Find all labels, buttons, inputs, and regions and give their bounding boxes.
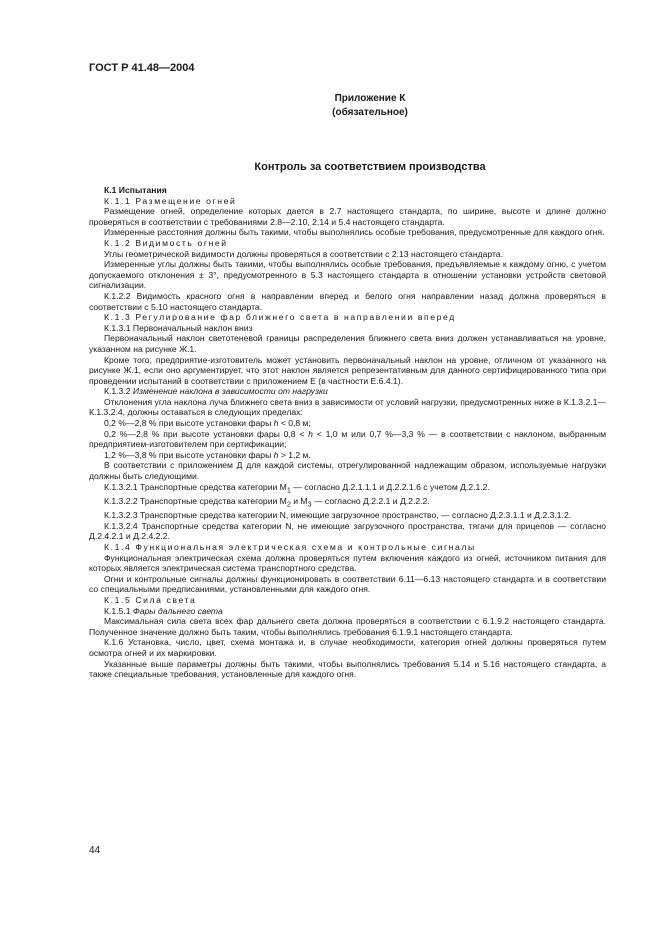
var-h: h xyxy=(308,428,313,439)
text: 0,2 %—2,8 % при высоте установки фары 0,8 < xyxy=(104,428,305,439)
paragraph: Размещение огней, определение которых дается в 2.7 настоящего стандарта, по ширине, высоте и длине должно проверяться в соответствии с требованиями 2.8—2.10, 2.14 и 5.4 настоящего стандарта. xyxy=(89,206,606,227)
paragraph: Указанные выше параметры должны быть такими, чтобы выполнялись требования 5.14 и 5.16 настоящего стандарта, а также специальные требования, установленные для каждого огня. xyxy=(89,658,606,680)
paragraph xyxy=(89,418,606,429)
paragraph: К.1.3.1 Первоначальный наклон вниз xyxy=(104,322,253,333)
page-number: 44 xyxy=(89,845,101,856)
text: 1,2 %—3,8 % при высоте установки фары xyxy=(104,449,272,460)
text: и М xyxy=(293,495,308,506)
paragraph: Кроме того, предприятие-изготовитель может установить первоначальный наклон на уровне, отличном от указанного на рисунке Ж.1, если оно аргументирует, что этот наклон является репрезентативным для данного сертифицированного типа при проведении испытаний в соответствии с приложением Е (в частности Е.6.4.1). xyxy=(89,354,606,386)
subsection-heading: К.1.5 Сила света xyxy=(104,595,197,605)
italic-heading: Изменение наклона в зависимости от нагрузки xyxy=(132,386,328,397)
paragraph: К.1.3.2.4 Транспортные средства категории N, не имеющие загрузочного пространства, тягачи для прицепов — согласно Д.2.4.2.1 и Д.2.4.2.2. xyxy=(89,520,606,542)
paragraph: Функциональная электрическая схема должна проверяться путем включения каждого из огней, источником питания для которых является электрическая система транспортного средства. xyxy=(89,552,606,574)
main-title: Контроль за соответствием производства xyxy=(254,161,486,173)
paragraph xyxy=(89,386,606,397)
paragraph: Измеренные углы должны быть такими, чтобы выполнялись особые требования, предъявляемые к каждому огню, с учетом допускаемого отклонения ± 3°, предусмотренного в 5.3 настоящего стандарта в отношении установки устройств световой сигнализации. xyxy=(89,259,606,291)
subsection-heading: К.1.1 Размещение огней xyxy=(104,195,237,206)
paragraph: К.1.6 Установка, число, цвет, схема монтажа и, в случае необходимости, категория огней должны проверяться путем осмотра огней и их маркировки. xyxy=(89,637,606,658)
paragraph xyxy=(89,450,606,461)
document-body xyxy=(89,185,606,680)
text: — согласно Д.2.2.1 и Д.2.2.2. xyxy=(313,495,430,506)
paragraph: Первоначальный наклон светотеневой границы распределения ближнего света вниз должен устанавливаться на уровне, указанном на рисунке Ж.1. xyxy=(89,333,606,354)
var-h: h xyxy=(273,418,279,429)
document-header: ГОСТ Р 41.48—2004 xyxy=(89,62,195,74)
clause-number: К.1.3.2 xyxy=(104,386,131,397)
appendix-status: (обязательное) xyxy=(332,107,408,118)
subsection-heading: К.1.3 Регулирование фар ближнего света в направлении вперед xyxy=(104,312,456,323)
paragraph: Отклонения угла наклона луча ближнего света вниз в зависимости от условий нагрузки, предусмотренных ниже в К.1.3.2.1—К.1.3.2.4, должны оставаться в следующих пределах: xyxy=(89,396,606,418)
text: > 1,2 м. xyxy=(280,449,311,460)
paragraph xyxy=(89,496,606,510)
text: < 1,0 м или 0,7 %—3,3 % — в соответствии с наклоном, выбранным предприятием-изготовителем при сертификации; xyxy=(89,428,606,450)
subscript: 2 xyxy=(286,500,291,509)
text: 0,2 %—2,8 % при высоте установки фары xyxy=(104,418,272,429)
section-heading: К.1 Испытания xyxy=(104,185,167,195)
paragraph: К.1.3.2.3 Транспортные средства категории N, имеющие загрузочное пространство, — согласно Д.2.3.1.1 и Д.2.3.1.2. xyxy=(104,510,572,521)
paragraph xyxy=(89,429,606,450)
text: < 0,8 м; xyxy=(280,418,311,429)
paragraph: Измеренные расстояния должны быть такими, чтобы выполнялись особые требования, предусмотренные для каждого огня. xyxy=(104,227,605,238)
paragraph xyxy=(89,482,606,496)
paragraph: К.1.2.2 Видимость красного огня в направлении вперед и белого огня направлении назад должна проверяться в соответствии с 5.10 настоящего стандарта. xyxy=(89,290,606,312)
subscript: 1 xyxy=(286,486,291,495)
text: — согласно Д.2.1.1.1 и Д.2.2.1.6 с учетом Д.2.1.2. xyxy=(293,481,490,492)
clause-number: К.1.5.1 xyxy=(104,605,131,616)
paragraph: Углы геометрической видимости должны проверяться в соответствии с 2.13 настоящего стандарта. xyxy=(104,248,503,259)
subscript: 3 xyxy=(307,500,312,509)
text: К.1.3.2.1 Транспортные средства категории М xyxy=(104,481,287,492)
subsection-heading: К.1.2 Видимость огней xyxy=(104,237,228,248)
text: К.1.3.2.2 Транспортные средства категории М xyxy=(104,495,287,506)
paragraph: В соответствии с приложением Д для каждой системы, отрегулированной надлежащим образом, используемые нагрузки должны быть следующими. xyxy=(89,460,606,482)
paragraph: Максимальная сила света всех фар дальнего света должна проверяться в соответствии с 6.1.9.2 настоящего стандарта. Полученное значение должно быть таким, чтобы выполнялись требования 6.1.9.1 настоящего стандарта. xyxy=(89,616,606,637)
subsection-heading: К.1.4 Функциональная электрическая схема и контрольные сигналы xyxy=(104,542,476,553)
italic-heading: Фары дальнего света xyxy=(132,605,223,616)
var-h: h xyxy=(273,449,279,460)
paragraph: Огни и контрольные сигналы должны функционировать в соответствии 6.11—6.13 настоящего стандарта и в соответствии со специальными предписаниями, установленными для каждого огня. xyxy=(89,573,606,595)
paragraph xyxy=(89,606,606,617)
appendix-title: Приложение К xyxy=(334,93,406,104)
